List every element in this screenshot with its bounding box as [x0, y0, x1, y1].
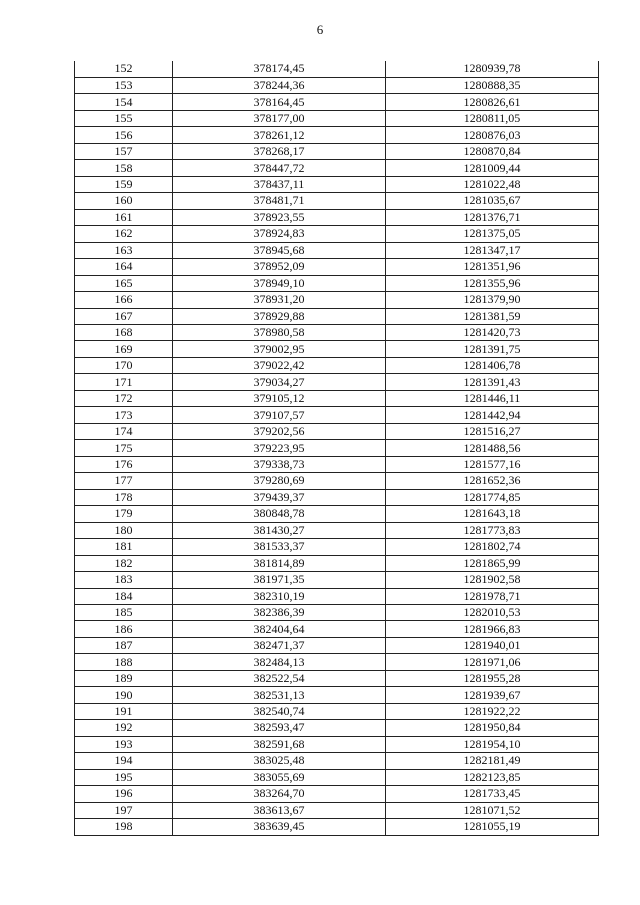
table-row	[75, 753, 599, 769]
y-coordinate-cell: 1280939,78	[386, 61, 599, 77]
point-number-cell: 155	[75, 110, 173, 126]
point-number-cell: 169	[75, 341, 173, 357]
table-row	[75, 786, 599, 802]
point-number-cell: 156	[75, 127, 173, 143]
x-coordinate-cell: 381430,27	[173, 522, 386, 538]
y-coordinate-cell: 1281773,83	[386, 522, 599, 538]
point-number-cell: 153	[75, 77, 173, 93]
y-coordinate-cell: 1281391,75	[386, 341, 599, 357]
point-number-cell: 176	[75, 456, 173, 472]
x-coordinate-cell: 382310,19	[173, 588, 386, 604]
x-coordinate-cell: 378437,11	[173, 176, 386, 192]
point-number-cell: 158	[75, 160, 173, 176]
table-row	[75, 259, 599, 275]
x-coordinate-cell: 378945,68	[173, 242, 386, 258]
y-coordinate-cell: 1282181,49	[386, 753, 599, 769]
table-row	[75, 473, 599, 489]
x-coordinate-cell: 379022,42	[173, 357, 386, 373]
y-coordinate-cell: 1280888,35	[386, 77, 599, 93]
point-number-cell: 181	[75, 539, 173, 555]
y-coordinate-cell: 1281391,43	[386, 374, 599, 390]
x-coordinate-cell: 378481,71	[173, 193, 386, 209]
table-row	[75, 374, 599, 390]
table-row	[75, 423, 599, 439]
point-number-cell: 154	[75, 94, 173, 110]
table-row	[75, 77, 599, 93]
table-row	[75, 110, 599, 126]
point-number-cell: 190	[75, 687, 173, 703]
point-number-cell: 175	[75, 440, 173, 456]
table-row	[75, 522, 599, 538]
y-coordinate-cell: 1280870,84	[386, 143, 599, 159]
point-number-cell: 162	[75, 226, 173, 242]
coordinates-table	[74, 61, 599, 836]
x-coordinate-cell: 379439,37	[173, 489, 386, 505]
table-row	[75, 621, 599, 637]
y-coordinate-cell: 1281381,59	[386, 308, 599, 324]
x-coordinate-cell: 382386,39	[173, 604, 386, 620]
y-coordinate-cell: 1281442,94	[386, 407, 599, 423]
table-row	[75, 341, 599, 357]
y-coordinate-cell: 1281954,10	[386, 736, 599, 752]
point-number-cell: 164	[75, 259, 173, 275]
table-row	[75, 489, 599, 505]
x-coordinate-cell: 381971,35	[173, 572, 386, 588]
table-row	[75, 325, 599, 341]
point-number-cell: 192	[75, 720, 173, 736]
x-coordinate-cell: 378177,00	[173, 110, 386, 126]
point-number-cell: 173	[75, 407, 173, 423]
point-number-cell: 160	[75, 193, 173, 209]
point-number-cell: 189	[75, 670, 173, 686]
point-number-cell: 179	[75, 506, 173, 522]
point-number-cell: 159	[75, 176, 173, 192]
point-number-cell: 193	[75, 736, 173, 752]
x-coordinate-cell: 379280,69	[173, 473, 386, 489]
table-row	[75, 390, 599, 406]
point-number-cell: 171	[75, 374, 173, 390]
x-coordinate-cell: 378931,20	[173, 292, 386, 308]
x-coordinate-cell: 383613,67	[173, 802, 386, 818]
table-row	[75, 176, 599, 192]
point-number-cell: 188	[75, 654, 173, 670]
point-number-cell: 187	[75, 637, 173, 653]
table-row	[75, 193, 599, 209]
y-coordinate-cell: 1281802,74	[386, 539, 599, 555]
table-row	[75, 407, 599, 423]
x-coordinate-cell: 382404,64	[173, 621, 386, 637]
point-number-cell: 174	[75, 423, 173, 439]
x-coordinate-cell: 379105,12	[173, 390, 386, 406]
point-number-cell: 186	[75, 621, 173, 637]
x-coordinate-cell: 382591,68	[173, 736, 386, 752]
x-coordinate-cell: 378923,55	[173, 209, 386, 225]
y-coordinate-cell: 1281022,48	[386, 176, 599, 192]
point-number-cell: 191	[75, 703, 173, 719]
point-number-cell: 196	[75, 786, 173, 802]
x-coordinate-cell: 382471,37	[173, 637, 386, 653]
y-coordinate-cell: 1281446,11	[386, 390, 599, 406]
table-row	[75, 242, 599, 258]
x-coordinate-cell: 382593,47	[173, 720, 386, 736]
x-coordinate-cell: 378929,88	[173, 308, 386, 324]
table-row	[75, 555, 599, 571]
point-number-cell: 167	[75, 308, 173, 324]
table-row	[75, 357, 599, 373]
table-row	[75, 637, 599, 653]
table-row	[75, 226, 599, 242]
y-coordinate-cell: 1281375,05	[386, 226, 599, 242]
y-coordinate-cell: 1281865,99	[386, 555, 599, 571]
point-number-cell: 182	[75, 555, 173, 571]
table-row	[75, 687, 599, 703]
y-coordinate-cell: 1281379,90	[386, 292, 599, 308]
x-coordinate-cell: 382522,54	[173, 670, 386, 686]
x-coordinate-cell: 380848,78	[173, 506, 386, 522]
table-row	[75, 61, 599, 77]
table-row	[75, 539, 599, 555]
x-coordinate-cell: 379002,95	[173, 341, 386, 357]
y-coordinate-cell: 1281652,36	[386, 473, 599, 489]
x-coordinate-cell: 378952,09	[173, 259, 386, 275]
x-coordinate-cell: 382484,13	[173, 654, 386, 670]
point-number-cell: 178	[75, 489, 173, 505]
x-coordinate-cell: 379107,57	[173, 407, 386, 423]
table-row	[75, 143, 599, 159]
table-row	[75, 670, 599, 686]
y-coordinate-cell: 1281516,27	[386, 423, 599, 439]
x-coordinate-cell: 378268,17	[173, 143, 386, 159]
point-number-cell: 152	[75, 61, 173, 77]
x-coordinate-cell: 378261,12	[173, 127, 386, 143]
y-coordinate-cell: 1280876,03	[386, 127, 599, 143]
x-coordinate-cell: 382540,74	[173, 703, 386, 719]
table-row	[75, 736, 599, 752]
point-number-cell: 184	[75, 588, 173, 604]
x-coordinate-cell: 379034,27	[173, 374, 386, 390]
y-coordinate-cell: 1281902,58	[386, 572, 599, 588]
point-number-cell: 170	[75, 357, 173, 373]
point-number-cell: 163	[75, 242, 173, 258]
point-number-cell: 177	[75, 473, 173, 489]
x-coordinate-cell: 378980,58	[173, 325, 386, 341]
y-coordinate-cell: 1281351,96	[386, 259, 599, 275]
x-coordinate-cell: 379223,95	[173, 440, 386, 456]
point-number-cell: 161	[75, 209, 173, 225]
y-coordinate-cell: 1281643,18	[386, 506, 599, 522]
point-number-cell: 165	[75, 275, 173, 291]
x-coordinate-cell: 381814,89	[173, 555, 386, 571]
point-number-cell: 183	[75, 572, 173, 588]
table-row	[75, 819, 599, 835]
table-row	[75, 308, 599, 324]
y-coordinate-cell: 1282123,85	[386, 769, 599, 785]
y-coordinate-cell: 1281071,52	[386, 802, 599, 818]
y-coordinate-cell: 1281355,96	[386, 275, 599, 291]
table-row	[75, 720, 599, 736]
y-coordinate-cell: 1281406,78	[386, 357, 599, 373]
x-coordinate-cell: 383025,48	[173, 753, 386, 769]
x-coordinate-cell: 378924,83	[173, 226, 386, 242]
y-coordinate-cell: 1281940,01	[386, 637, 599, 653]
point-number-cell: 180	[75, 522, 173, 538]
x-coordinate-cell: 383639,45	[173, 819, 386, 835]
x-coordinate-cell: 378164,45	[173, 94, 386, 110]
y-coordinate-cell: 1281733,45	[386, 786, 599, 802]
point-number-cell: 166	[75, 292, 173, 308]
x-coordinate-cell: 378174,45	[173, 61, 386, 77]
table-row	[75, 588, 599, 604]
x-coordinate-cell: 382531,13	[173, 687, 386, 703]
table-row	[75, 703, 599, 719]
table-row	[75, 160, 599, 176]
x-coordinate-cell: 378447,72	[173, 160, 386, 176]
coordinates-table-container	[74, 61, 599, 836]
x-coordinate-cell: 383055,69	[173, 769, 386, 785]
table-row	[75, 94, 599, 110]
y-coordinate-cell: 1281009,44	[386, 160, 599, 176]
y-coordinate-cell: 1281376,71	[386, 209, 599, 225]
y-coordinate-cell: 1280811,05	[386, 110, 599, 126]
x-coordinate-cell: 378949,10	[173, 275, 386, 291]
y-coordinate-cell: 1280826,61	[386, 94, 599, 110]
y-coordinate-cell: 1281922,22	[386, 703, 599, 719]
point-number-cell: 172	[75, 390, 173, 406]
y-coordinate-cell: 1281971,06	[386, 654, 599, 670]
y-coordinate-cell: 1281955,28	[386, 670, 599, 686]
y-coordinate-cell: 1281055,19	[386, 819, 599, 835]
table-row	[75, 440, 599, 456]
table-row	[75, 127, 599, 143]
table-row	[75, 209, 599, 225]
page-number: 6	[316, 22, 324, 37]
table-row	[75, 769, 599, 785]
y-coordinate-cell: 1281978,71	[386, 588, 599, 604]
table-row	[75, 292, 599, 308]
y-coordinate-cell: 1281420,73	[386, 325, 599, 341]
x-coordinate-cell: 383264,70	[173, 786, 386, 802]
y-coordinate-cell: 1281035,67	[386, 193, 599, 209]
y-coordinate-cell: 1281347,17	[386, 242, 599, 258]
point-number-cell: 185	[75, 604, 173, 620]
table-row	[75, 275, 599, 291]
y-coordinate-cell: 1281966,83	[386, 621, 599, 637]
x-coordinate-cell: 381533,37	[173, 539, 386, 555]
table-row	[75, 506, 599, 522]
point-number-cell: 168	[75, 325, 173, 341]
table-row	[75, 802, 599, 818]
y-coordinate-cell: 1281488,56	[386, 440, 599, 456]
point-number-cell: 197	[75, 802, 173, 818]
x-coordinate-cell: 379338,73	[173, 456, 386, 472]
y-coordinate-cell: 1282010,53	[386, 604, 599, 620]
point-number-cell: 194	[75, 753, 173, 769]
y-coordinate-cell: 1281950,84	[386, 720, 599, 736]
x-coordinate-cell: 379202,56	[173, 423, 386, 439]
point-number-cell: 195	[75, 769, 173, 785]
y-coordinate-cell: 1281577,16	[386, 456, 599, 472]
y-coordinate-cell: 1281939,67	[386, 687, 599, 703]
table-row	[75, 456, 599, 472]
table-row	[75, 654, 599, 670]
table-row	[75, 572, 599, 588]
point-number-cell: 198	[75, 819, 173, 835]
y-coordinate-cell: 1281774,85	[386, 489, 599, 505]
coordinates-table-body	[75, 61, 599, 835]
point-number-cell: 157	[75, 143, 173, 159]
x-coordinate-cell: 378244,36	[173, 77, 386, 93]
table-row	[75, 604, 599, 620]
